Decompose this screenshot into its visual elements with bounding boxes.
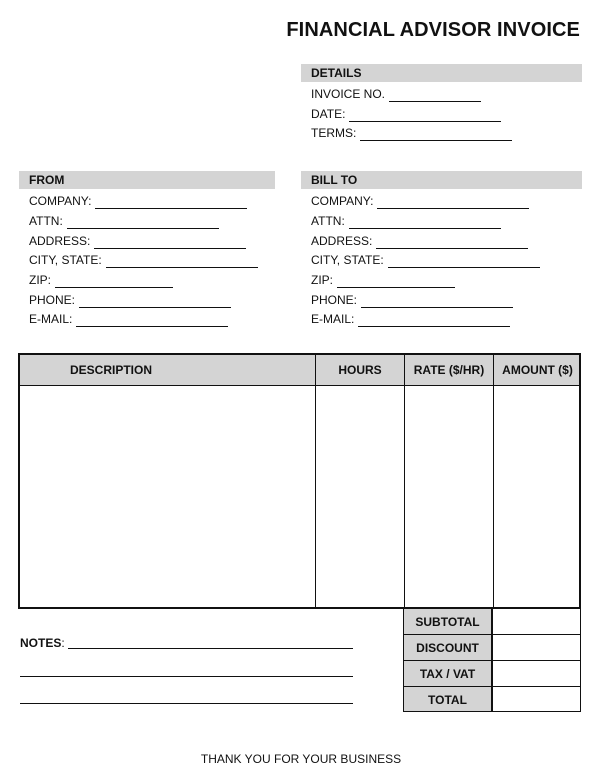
notes-line[interactable] (68, 648, 353, 649)
bill-address-field[interactable] (311, 233, 528, 249)
bill-to-heading: BILL TO (301, 171, 582, 189)
notes-line[interactable] (20, 703, 353, 704)
bill-zip-line[interactable] (337, 275, 455, 288)
from-zip-field[interactable] (29, 272, 173, 288)
bill-company-field[interactable] (311, 193, 529, 209)
hours-cell[interactable] (316, 387, 404, 607)
from-company-field[interactable] (29, 193, 247, 209)
from-attn-label: ATTN: (29, 214, 63, 228)
from-company-label: COMPANY: (29, 194, 92, 208)
from-email-label: E-MAIL: (29, 312, 73, 326)
date-line[interactable] (349, 109, 501, 122)
bill-attn-line[interactable] (349, 216, 501, 229)
column-header-amount: AMOUNT ($) (502, 363, 573, 377)
from-email-line[interactable] (76, 314, 228, 327)
from-company-line[interactable] (95, 196, 247, 209)
invoice-number-label: INVOICE NO. (311, 87, 386, 101)
bill-attn-label: ATTN: (311, 214, 345, 228)
table-header (20, 355, 579, 386)
description-cell[interactable] (20, 387, 315, 607)
terms-field[interactable] (311, 125, 512, 141)
bill-company-label: COMPANY: (311, 194, 374, 208)
tax-value[interactable] (492, 660, 581, 687)
bill-phone-line[interactable] (361, 295, 513, 308)
date-field[interactable] (311, 106, 501, 122)
from-city-state-line[interactable] (106, 255, 258, 268)
notes-line[interactable] (20, 676, 353, 677)
subtotal-value[interactable] (492, 608, 581, 635)
notes-label (20, 636, 65, 650)
totals-block (403, 608, 581, 712)
bill-email-line[interactable] (358, 314, 510, 327)
from-address-label: ADDRESS: (29, 234, 91, 248)
thank-you-footer: THANK YOU FOR YOUR BUSINESS (200, 752, 402, 766)
bill-phone-field[interactable] (311, 292, 513, 308)
from-phone-line[interactable] (79, 295, 231, 308)
from-attn-line[interactable] (67, 216, 219, 229)
column-header-rate: RATE ($/HR) (413, 363, 485, 377)
column-header-hours: HOURS (338, 363, 382, 377)
from-phone-label: PHONE: (29, 293, 76, 307)
from-attn-field[interactable] (29, 213, 219, 229)
subtotal-label: SUBTOTAL (403, 608, 492, 635)
bill-phone-label: PHONE: (311, 293, 358, 307)
bill-city-state-line[interactable] (388, 255, 540, 268)
bill-email-label: E-MAIL: (311, 312, 355, 326)
from-city-state-field[interactable] (29, 252, 258, 268)
from-email-field[interactable] (29, 311, 228, 327)
column-header-description: DESCRIPTION (69, 363, 152, 377)
bill-address-line[interactable] (376, 236, 528, 249)
total-value[interactable] (492, 686, 581, 712)
terms-line[interactable] (360, 128, 512, 141)
discount-value[interactable] (492, 634, 581, 661)
from-address-field[interactable] (29, 233, 246, 249)
from-zip-line[interactable] (55, 275, 173, 288)
terms-label: TERMS: (311, 126, 357, 140)
from-address-line[interactable] (94, 236, 246, 249)
notes-label-text: NOTES (20, 636, 62, 650)
bill-zip-label: ZIP: (311, 273, 334, 287)
bill-zip-field[interactable] (311, 272, 455, 288)
line-items-table (18, 353, 581, 609)
date-label: DATE: (311, 107, 346, 121)
notes-label-colon: : (61, 636, 65, 650)
tax-label: TAX / VAT (403, 660, 492, 687)
bill-city-state-field[interactable] (311, 252, 540, 268)
bill-attn-field[interactable] (311, 213, 501, 229)
from-city-state-label: CITY, STATE: (29, 253, 102, 267)
bill-company-line[interactable] (377, 196, 529, 209)
discount-label: DISCOUNT (403, 634, 492, 661)
invoice-number-field[interactable] (311, 86, 481, 102)
from-phone-field[interactable] (29, 292, 231, 308)
bill-email-field[interactable] (311, 311, 510, 327)
invoice-number-line[interactable] (389, 89, 481, 102)
amount-cell[interactable] (494, 387, 581, 607)
details-heading: DETAILS (301, 64, 582, 82)
bill-city-state-label: CITY, STATE: (311, 253, 384, 267)
bill-address-label: ADDRESS: (311, 234, 373, 248)
invoice-title: FINANCIAL ADVISOR INVOICE (286, 19, 580, 41)
total-label: TOTAL (403, 686, 492, 712)
from-zip-label: ZIP: (29, 273, 52, 287)
from-heading: FROM (19, 171, 275, 189)
rate-cell[interactable] (405, 387, 493, 607)
